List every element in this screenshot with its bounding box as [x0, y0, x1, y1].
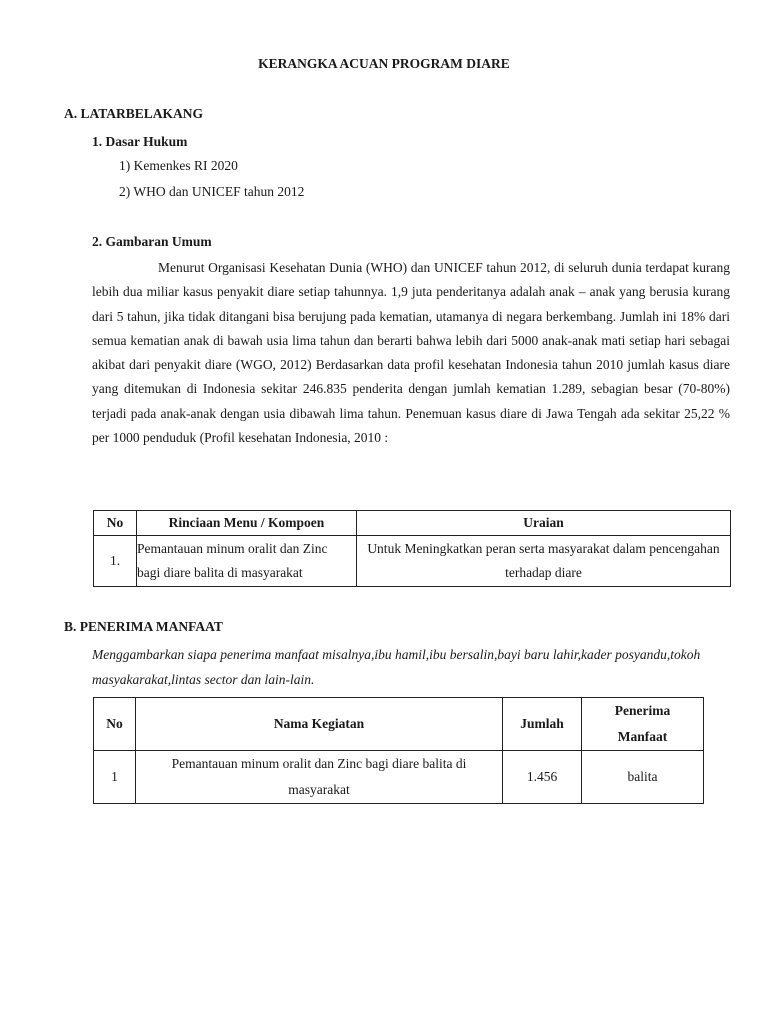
table-cell: balita — [582, 751, 704, 804]
dasar-hukum-item-2: 2) WHO dan UNICEF tahun 2012 — [119, 184, 305, 199]
table-cell: Untuk Meningkatkan peran serta masyarakat dalam pencengahan terhadap diare — [357, 536, 731, 587]
table-cell: 1. — [94, 536, 137, 587]
table-header-cell: Nama Kegiatan — [136, 698, 503, 751]
table-header-cell: Jumlah — [503, 698, 582, 751]
table-header-cell: Penerima Manfaat — [582, 698, 704, 751]
gambaran-umum-text: Menurut Organisasi Kesehatan Dunia (WHO) dan UNICEF tahun 2012, di seluruh dunia terdapat kurang lebih dua miliar kasus penyakit diare setiap tahunnya. 1,9 juta penderitanya adalah anak – anak yang berusia kurang dari 5 tahun, jika tidak ditangani bisa berujung pada kematian, utamanya di negara berkembang. Jumlah ini 18% dari semua kematian anak di bawah usia lima tahun dan berarti bahwa lebih dari 5000 anak-anak mati setiap hari sebagai akibat dari penyakit diare (WGO, 2012) Berdasarkan data profil kesehatan Indonesia tahun 2010 jumlah kasus diare yang ditemukan di Indonesia sekitar 246.835 penderita dengan jumlah kematian 1.289, sebagian besar (70-80%) terjadi pada anak-anak dengan usia dibawah lima tahun. Penemuan kasus diare di Jawa Tengah ada sekitar 25,22 % per 1000 penduduk (Profil kesehatan Indonesia, 2010 : — [92, 260, 730, 446]
penerima-manfaat-description: Menggambarkan siapa penerima manfaat misalnya,ibu hamil,ibu bersalin,bayi baru lahir,kader posyandu,tokoh masyakarakat,lintas sector dan lain-lain. — [92, 647, 701, 687]
table-cell: Pemantauan minum oralit dan Zinc bagi diare balita di masyarakat — [137, 536, 357, 587]
document-title: KERANGKA ACUAN PROGRAM DIARE — [258, 56, 510, 71]
table-cell: 1 — [94, 751, 136, 804]
subsection-dasar-hukum-heading: 1. Dasar Hukum — [92, 134, 188, 149]
section-a-heading: A. LATARBELAKANG — [64, 106, 204, 121]
table-header-cell: No — [94, 698, 136, 751]
table-cell: Pemantauan minum oralit dan Zinc bagi diare balita di masyarakat — [136, 751, 503, 804]
table-header-cell: No — [94, 511, 137, 536]
gambaran-umum-paragraph — [92, 256, 730, 450]
table-row — [94, 536, 731, 587]
table-header-cell: Uraian — [357, 511, 731, 536]
subsection-gambaran-umum-heading: 2. Gambaran Umum — [92, 234, 212, 249]
table-header-row — [94, 698, 704, 751]
table-header-row — [94, 511, 731, 536]
penerima-manfaat-table — [93, 697, 704, 804]
rincian-table — [93, 510, 731, 587]
table-cell: 1.456 — [503, 751, 582, 804]
table-header-cell: Rinciaan Menu / Kompoen — [137, 511, 357, 536]
section-b-heading: B. PENERIMA MANFAAT — [64, 619, 223, 634]
dasar-hukum-item-1: 1) Kemenkes RI 2020 — [119, 158, 238, 173]
table-row — [94, 751, 704, 804]
